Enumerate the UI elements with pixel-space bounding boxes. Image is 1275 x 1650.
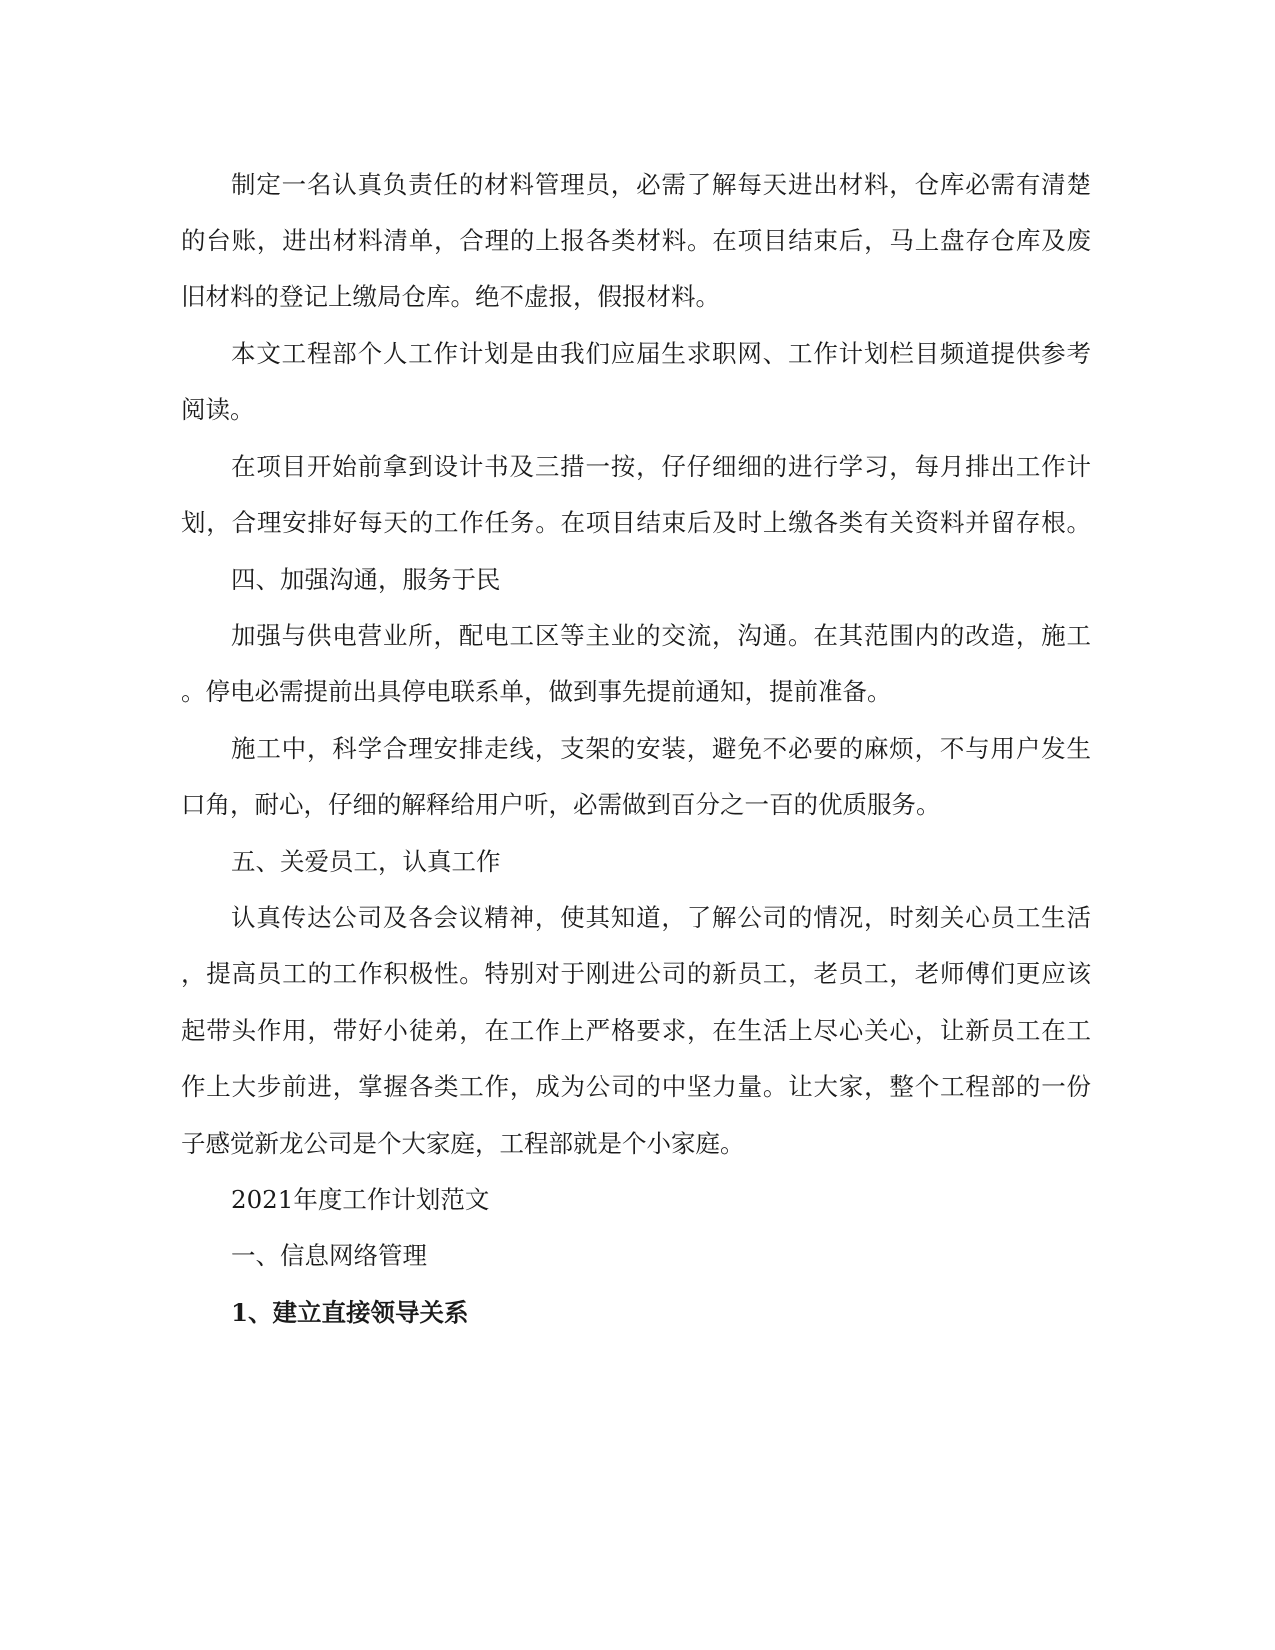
paragraph-line: 的台账，进出材料清单，合理的上报各类材料。在项目结束后，马上盘存仓库及废 — [181, 226, 1091, 255]
paragraph-line: 在项目开始前拿到设计书及三措一按，仔仔细细的进行学习，每月排出工作计 — [231, 452, 1091, 481]
paragraph-line: 口角，耐心，仔细的解释给用户听，必需做到百分之一百的优质服务。 — [181, 790, 941, 819]
section-heading: 一、信息网络管理 — [231, 1241, 427, 1270]
paragraph-line: 。停电必需提前出具停电联系单，做到事先提前通知，提前准备。 — [181, 677, 892, 706]
paragraph-line: 起带头作用，带好小徒弟，在工作上严格要求，在生活上尽心关心，让新员工在工 — [181, 1016, 1091, 1045]
paragraph-line: 本文工程部个人工作计划是由我们应届生求职网、工作计划栏目频道提供参考 — [231, 339, 1091, 368]
paragraph-line: 施工中，科学合理安排走线，支架的安装，避免不必要的麻烦，不与用户发生 — [231, 734, 1091, 763]
paragraph-line: 划，合理安排好每天的工作任务。在项目结束后及时上缴各类有关资料并留存根。 — [181, 508, 1091, 537]
paragraph-line: 旧材料的登记上缴局仓库。绝不虚报，假报材料。 — [181, 282, 720, 311]
paragraph-line: ，提高员工的工作积极性。特别对于刚进公司的新员工，老员工，老师傅们更应该 — [181, 959, 1091, 988]
paragraph-line: 加强与供电营业所，配电工区等主业的交流，沟通。在其范围内的改造，施工 — [231, 621, 1091, 650]
paragraph-line: 制定一名认真负责任的材料管理员，必需了解每天进出材料，仓库必需有清楚 — [231, 170, 1091, 199]
subsection-heading: 1、建立直接领导关系 — [231, 1298, 469, 1327]
paragraph-line: 子感觉新龙公司是个大家庭，工程部就是个小家庭。 — [181, 1129, 745, 1158]
paragraph-line: 阅读。 — [181, 395, 255, 424]
section-heading: 四、加强沟通，服务于民 — [231, 565, 501, 594]
document-title: 2021年度工作计划范文 — [231, 1185, 490, 1214]
paragraph-line: 作上大步前进，掌握各类工作，成为公司的中坚力量。让大家，整个工程部的一份 — [181, 1072, 1091, 1101]
section-heading: 五、关爱员工，认真工作 — [231, 847, 501, 876]
paragraph-line: 认真传达公司及各会议精神，使其知道，了解公司的情况，时刻关心员工生活 — [231, 903, 1091, 932]
